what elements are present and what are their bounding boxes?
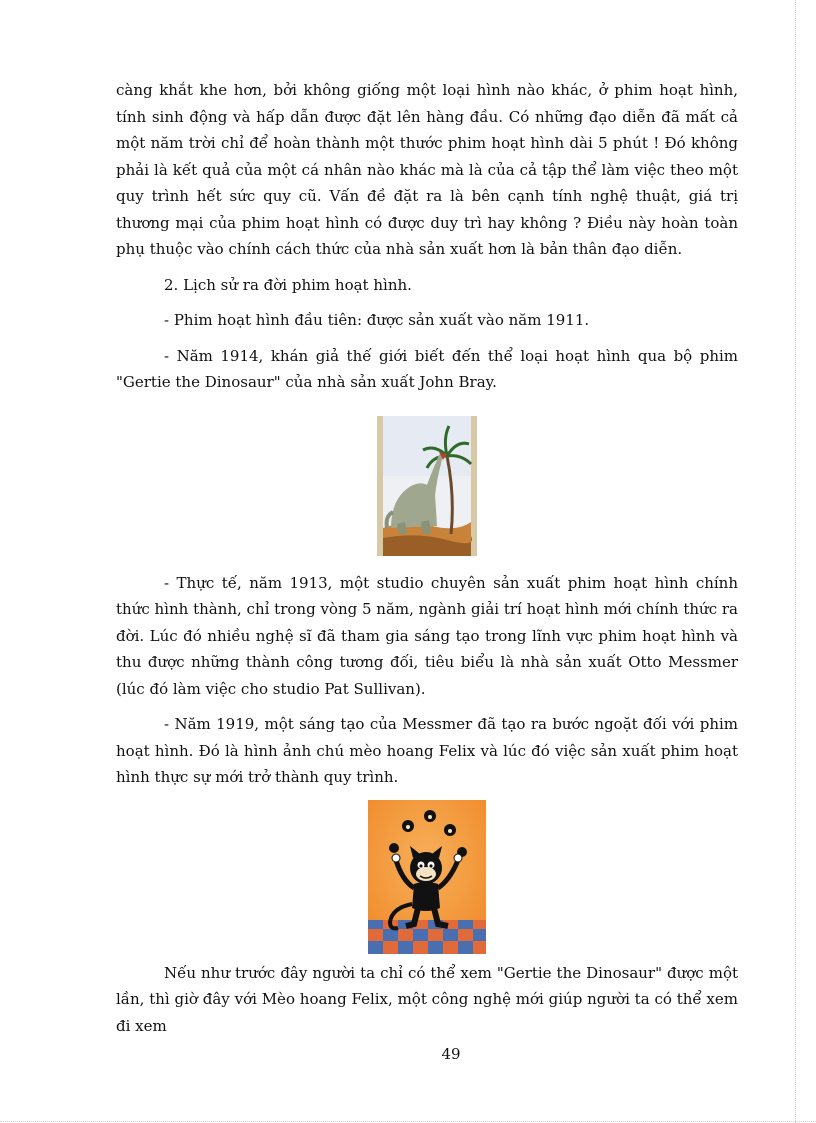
figure-felix-the-cat	[116, 800, 738, 954]
gertie-dinosaur-image	[377, 416, 477, 556]
figure-gertie-dinosaur	[116, 416, 738, 556]
paragraph-animation-craft: càng khắt khe hơn, bởi không giống một loại hình nào khác, ở phim hoạt hình, tính sinh động và hấp dẫn được đặt lên hàng đầu. Có những đạo diễn đã mất cả một năm trời chỉ để hoàn thành một thước phim hoạt hình dài 5 phút ! Đó không phải là kết quả của một cá nhân nào khác mà là của cả tập thể làm việc theo một quy trình hết sức quy cũ. Vấn đề đặt ra là bên cạnh tính nghệ thuật, giá trị thương mại của phim hoạt hình có được duy trì hay không ? Điều này hoàn toàn phụ thuộc vào chính cách thức của nhà sản xuất hơn là bản thân đạo diễn.	[116, 81, 738, 258]
paragraph-felix-1919: - Năm 1919, một sáng tạo của Messmer đã tạo ra bước ngoặt đối với phim hoạt hình. Đó là hình ảnh chú mèo hoang Felix và lúc đó việc sản xuất phim hoạt hình thực sự mới trở thành quy trình.	[116, 715, 738, 786]
paragraph-studio-1913: - Thực tế, năm 1913, một studio chuyên sản xuất phim hoạt hình chính thức hình thành, chỉ trong vòng 5 năm, ngành giải trí hoạt hình mới chính thức ra đời. Lúc đó nhiều nghệ sĩ đã tham gia sáng tạo trong lĩnh vực phim hoạt hình và thu được những thành công tương đối, tiêu biểu là nhà sản xuất Otto Messmer (lúc đó làm việc cho studio Pat Sullivan).	[116, 573, 738, 698]
page-bottom-rule	[0, 1121, 816, 1122]
document-body	[116, 77, 738, 1048]
felix-the-cat-image	[368, 800, 486, 954]
section-heading-history: 2. Lịch sử ra đời phim hoạt hình.	[164, 275, 412, 294]
page-margin-rule	[795, 0, 796, 1123]
paragraph-felix-technology: Nếu như trước đây người ta chỉ có thể xem "Gertie the Dinosaur" được một lần, thì giờ đây với Mèo hoang Felix, một công nghệ mới giúp người ta có thể xem đi xem	[116, 963, 738, 1035]
page-number: 49	[441, 1045, 461, 1063]
paragraph-gertie: - Năm 1914, khán giả thế giới biết đến thể loại hoạt hình qua bộ phim "Gertie the Dinosaur" của nhà sản xuất John Bray.	[116, 346, 738, 391]
paragraph-first-film: - Phim hoạt hình đầu tiên: được sản xuất vào năm 1911.	[164, 311, 590, 329]
